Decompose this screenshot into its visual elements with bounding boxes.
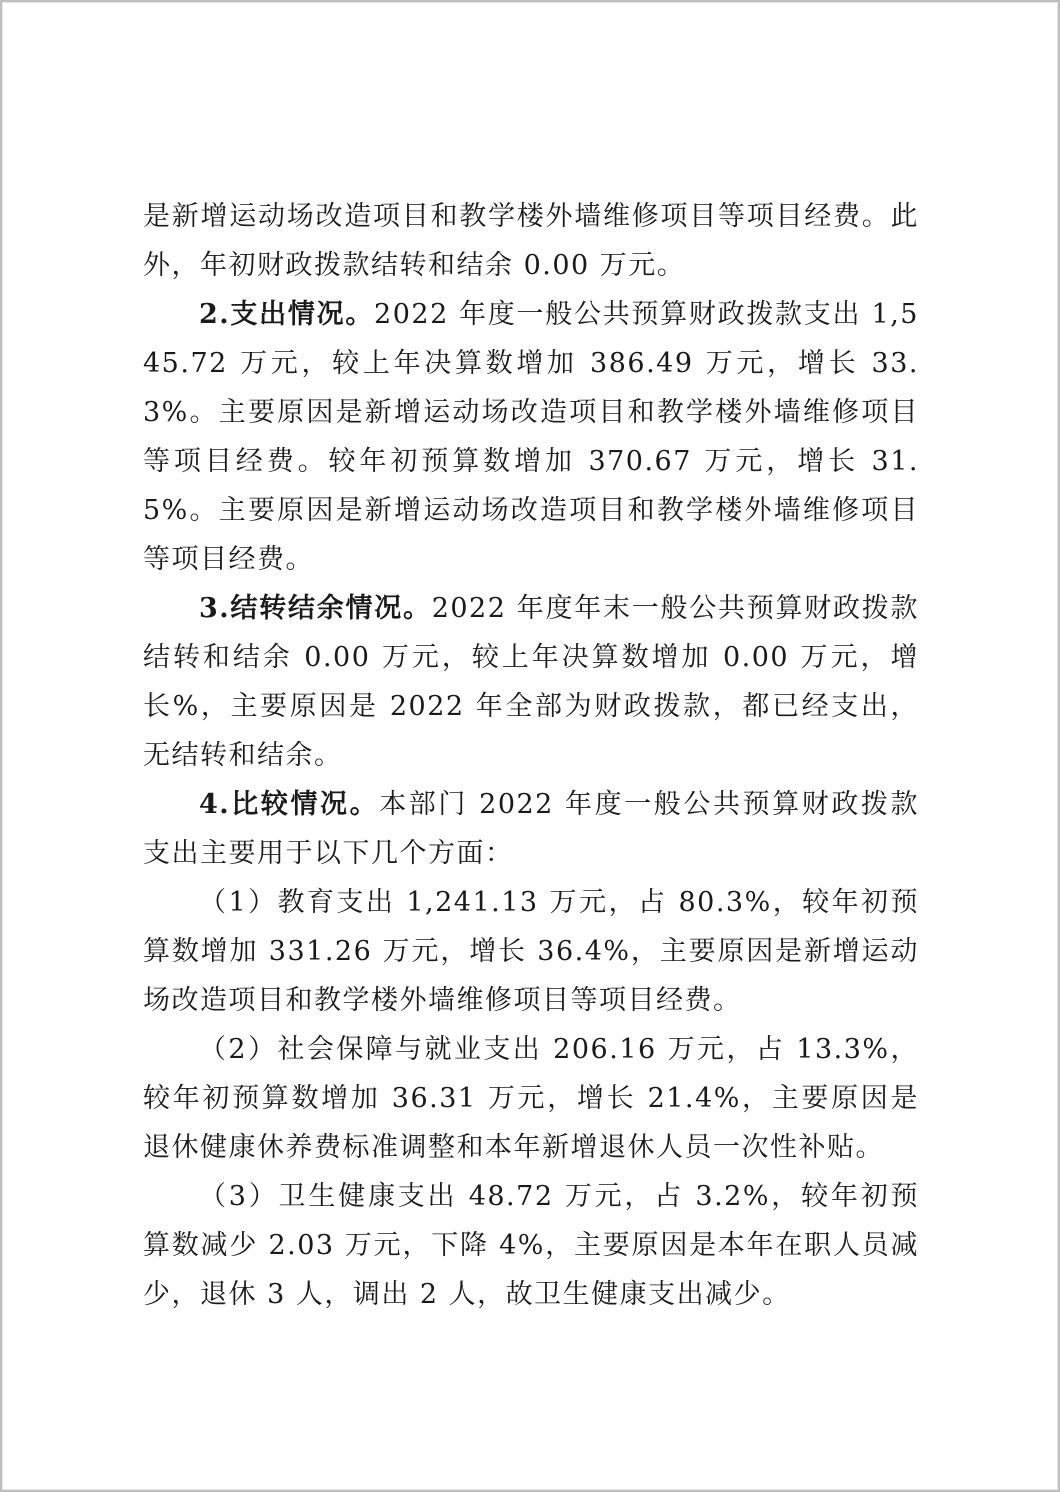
paragraph-carryover — [143, 584, 919, 780]
paragraph-comparison — [143, 780, 919, 878]
paragraph-text: 2022 年度年末一般公共预算财政拨款结转和结余 0.00 万元，较上年决算数增加 0.00 万元，增长%，主要原因是 2022 年全部为财政拨款，都已经支出，无结转和结余。 — [143, 593, 920, 771]
list-item-social-security — [143, 1025, 919, 1172]
paragraph-expenditure — [143, 290, 919, 584]
paragraph-text: （1）教育支出 1,241.13 万元，占 80.3%，较年初预算数增加 331.26 万元，增长 36.4%，主要原因是新增运动场改造项目和教学楼外墙维修项目等项目经费。 — [143, 887, 919, 1016]
paragraph-text: 是新增运动场改造项目和教学楼外墙维修项目等项目经费。此外，年初财政拨款结转和结余 0.00 万元。 — [143, 201, 919, 281]
paragraph-text: 2022 年度一般公共预算财政拨款支出 1,545.72 万元，较上年决算数增加 386.49 万元，增长 33.3%。主要原因是新增运动场改造项目和教学楼外墙维修项目等项目经费。较年初预算数增加 370.67 万元，增长 31.5%。主要原因是新增运动场改造项目和教学楼外墙维修项目等项目经费。 — [143, 299, 919, 575]
section-heading-expenditure: 2.支出情况。 — [199, 299, 375, 330]
document-body — [143, 192, 919, 1319]
list-item-education — [143, 878, 919, 1025]
list-item-health — [143, 1172, 919, 1319]
section-heading-comparison: 4.比较情况。 — [199, 789, 380, 820]
paragraph-text: （2）社会保障与就业支出 206.16 万元，占 13.3%，较年初预算数增加 36.31 万元，增长 21.4%，主要原因是退休健康休养费标准调整和本年新增退休人员一次性补贴。 — [143, 1034, 919, 1163]
paragraph-text: （3）卫生健康支出 48.72 万元，占 3.2%，较年初预算数减少 2.03 万元，下降 4%，主要原因是本年在职人员减少，退休 3 人，调出 2 人，故卫生健康支出减少。 — [143, 1181, 919, 1310]
section-heading-carryover: 3.结转结余情况。 — [199, 593, 432, 624]
paragraph-income-continued — [143, 192, 919, 290]
paragraph-text: 本部门 2022 年度一般公共预算财政拨款支出主要用于以下几个方面： — [143, 789, 919, 869]
